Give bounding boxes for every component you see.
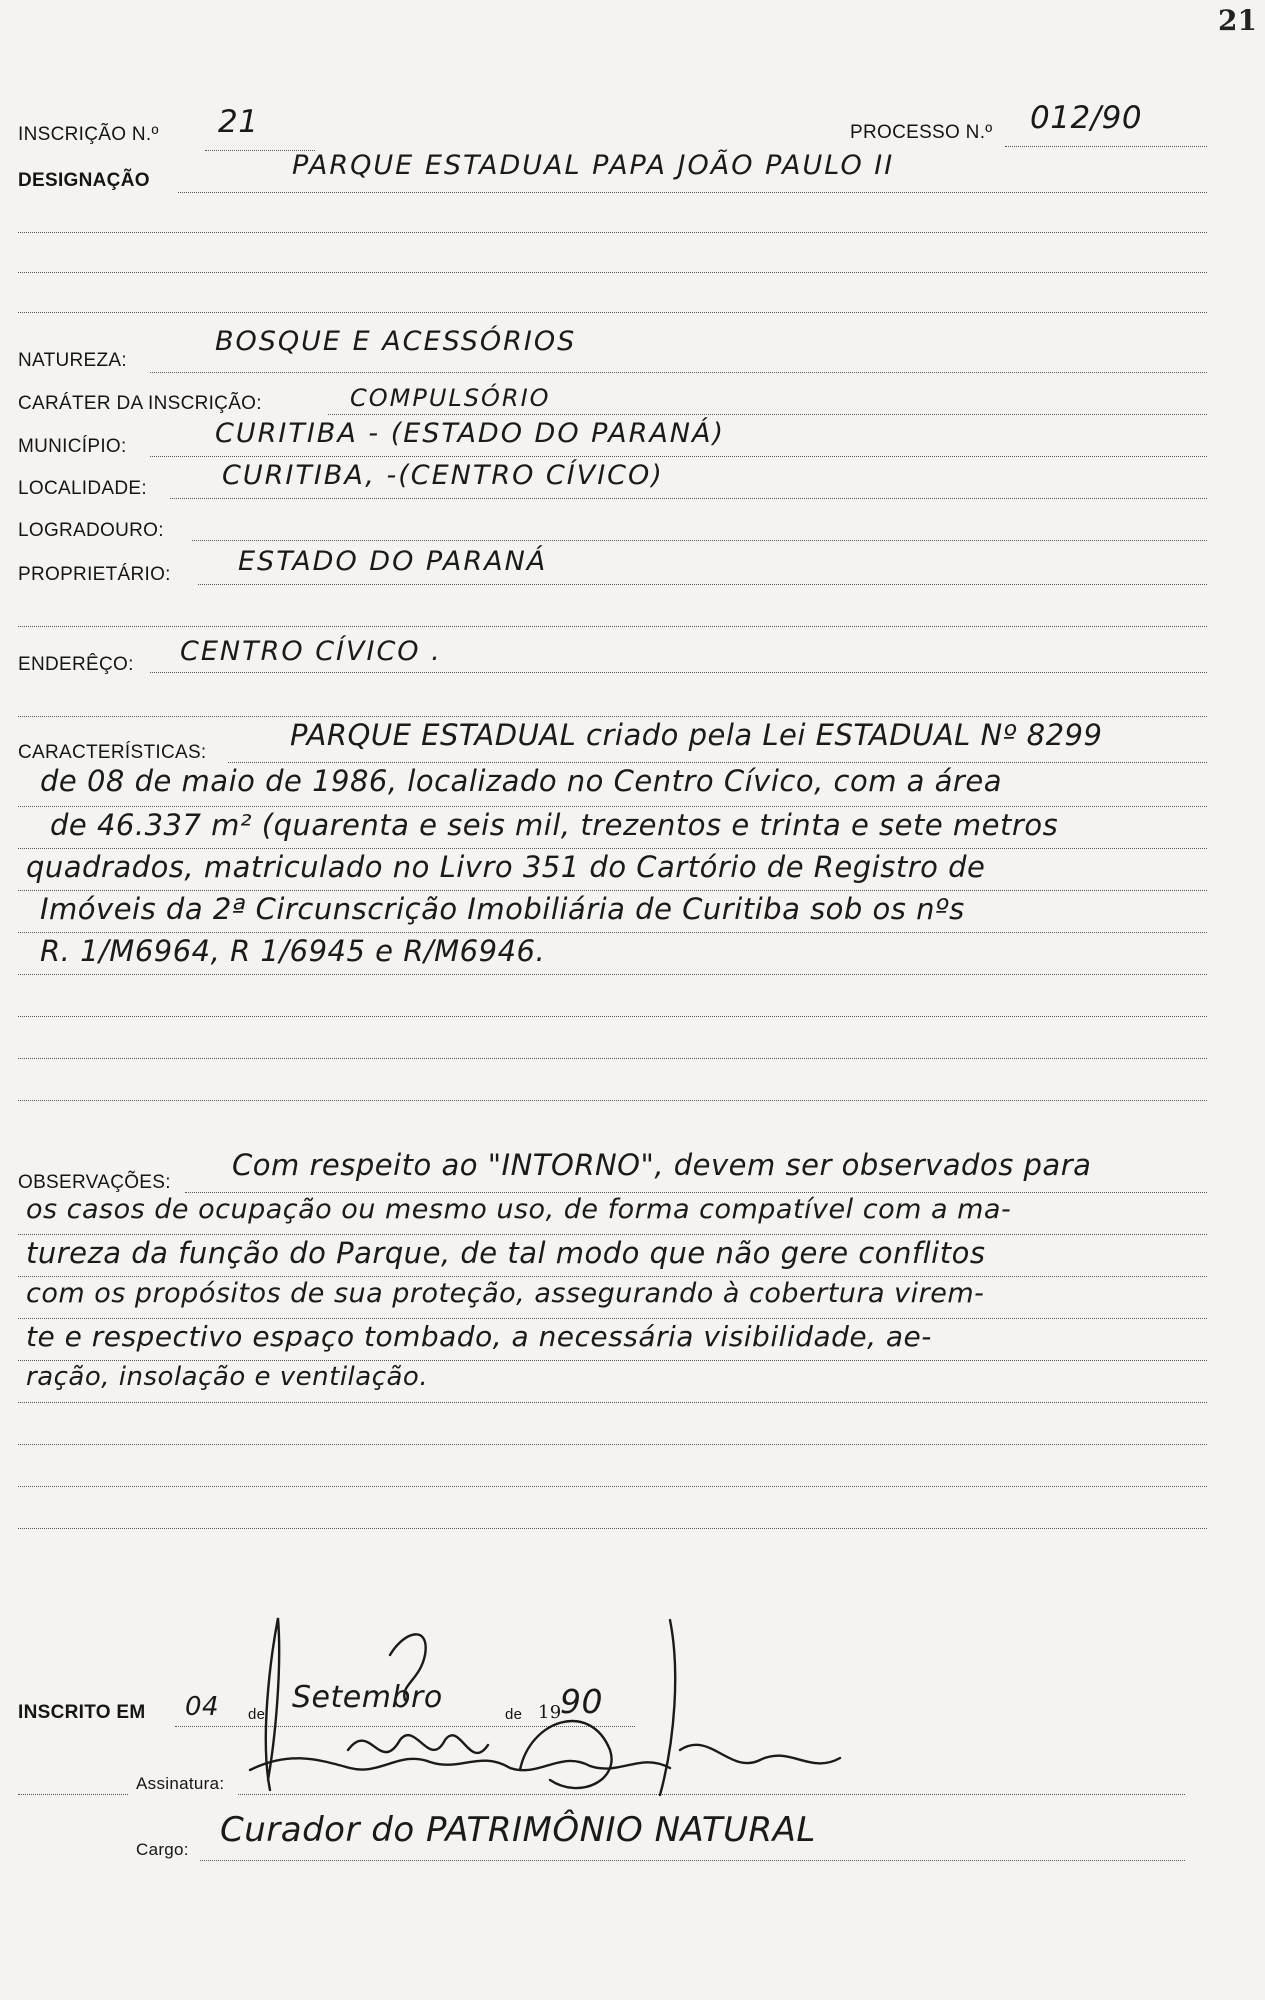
endereco-line [150, 672, 1207, 673]
cargo-line [200, 1860, 1185, 1861]
observacoes-line-5: te e respectivo espaço tombado, a necessária visibilidade, ae- [26, 1320, 932, 1353]
blank-line [18, 272, 1207, 273]
proprietario-line [198, 584, 1207, 585]
blank-line [18, 1528, 1207, 1529]
caracteristicas-line-3: de 46.337 m² (quarenta e seis mil, trezentos e trinta e sete metros [50, 808, 1059, 842]
caracteristicas-line-4: quadrados, matriculado no Livro 351 do Cartório de Registro de [26, 850, 986, 884]
text-line [18, 806, 1207, 807]
inscrito-de-1: de [248, 1706, 266, 1723]
endereco-label: ENDERÊÇO: [18, 654, 134, 675]
natureza-value: BOSQUE E ACESSÓRIOS [215, 326, 577, 357]
inscricao-value: 21 [218, 104, 259, 140]
blank-line [18, 1058, 1207, 1059]
assinatura-label: Assinatura: [136, 1774, 225, 1793]
observacoes-line-1: Com respeito ao "INTORNO", devem ser observados para [232, 1148, 1092, 1182]
localidade-label: LOCALIDADE: [18, 478, 147, 499]
localidade-line [170, 498, 1207, 499]
endereco-value: CENTRO CÍVICO . [180, 636, 442, 667]
logradouro-label: LOGRADOURO: [18, 520, 164, 541]
caracteristicas-line-6: R. 1/M6964, R 1/6945 e R/M6946. [40, 934, 546, 968]
inscrito-label: INSCRITO EM [18, 1702, 146, 1723]
designacao-label: DESIGNAÇÃO [18, 170, 150, 191]
observacoes-line-6: ração, insolação e ventilação. [26, 1362, 429, 1392]
blank-line [18, 1444, 1207, 1445]
text-line [18, 1318, 1207, 1319]
observacoes-line-3: tureza da função do Parque, de tal modo que não gere conflitos [26, 1236, 986, 1270]
text-line [18, 1276, 1207, 1277]
text-line [18, 848, 1207, 849]
processo-value: 012/90 [1030, 100, 1143, 136]
text-line [18, 974, 1207, 975]
text-line [18, 1234, 1207, 1235]
text-line [18, 932, 1207, 933]
caracteristicas-label: CARACTERÍSTICAS: [18, 742, 207, 763]
blank-line [18, 716, 1207, 717]
carater-label: CARÁTER DA INSCRIÇÃO: [18, 393, 262, 414]
inscrito-ano-prefixo: 19 [538, 1702, 562, 1723]
inscrito-de-2: de [505, 1706, 523, 1723]
cargo-label: Cargo: [136, 1840, 189, 1859]
proprietario-label: PROPRIETÁRIO: [18, 564, 171, 585]
blank-line [18, 312, 1207, 313]
observacoes-label: OBSERVAÇÕES: [18, 1172, 171, 1193]
processo-line [1005, 146, 1207, 147]
observacoes-line-2: os casos de ocupação ou mesmo uso, de forma compatível com a ma- [26, 1194, 1012, 1225]
assinatura-line-left [18, 1794, 128, 1795]
logradouro-line [192, 540, 1207, 541]
carater-line [328, 414, 1207, 415]
proprietario-value: ESTADO DO PARANÁ [238, 546, 548, 577]
designacao-value: PARQUE ESTADUAL PAPA JOÃO PAULO II [292, 150, 895, 181]
natureza-line [150, 372, 1207, 373]
cargo-value: Curador do PATRIMÔNIO NATURAL [220, 1810, 816, 1850]
observacoes-line-4: com os propósitos de sua proteção, assegurando à cobertura virem- [26, 1278, 985, 1309]
caracteristicas-line-5: Imóveis da 2ª Circunscrição Imobiliária de Curitiba sob os nºs [40, 892, 965, 926]
blank-line [18, 626, 1207, 627]
municipio-label: MUNICÍPIO: [18, 436, 127, 457]
text-line [18, 890, 1207, 891]
natureza-label: NATUREZA: [18, 350, 127, 371]
caracteristicas-line-1: PARQUE ESTADUAL criado pela Lei ESTADUAL Nº 8299 [290, 718, 1103, 752]
caracteristicas-line-2: de 08 de maio de 1986, localizado no Centro Cívico, com a área [40, 764, 1002, 798]
inscrito-mes: Setembro [292, 1680, 443, 1715]
blank-line [18, 232, 1207, 233]
processo-label: PROCESSO N.º [850, 122, 993, 143]
blank-line [18, 1016, 1207, 1017]
designacao-line [178, 192, 1207, 193]
blank-line [18, 1486, 1207, 1487]
text-line [18, 1402, 1207, 1403]
municipio-value: CURITIBA - (ESTADO DO PARANÁ) [215, 418, 725, 449]
text-line [18, 1360, 1207, 1361]
carater-value: COMPULSÓRIO [350, 384, 551, 412]
text-line [228, 762, 1207, 763]
text-line [185, 1192, 1207, 1193]
blank-line [18, 1100, 1207, 1101]
page-number: 21 [1218, 4, 1257, 37]
municipio-line [150, 456, 1207, 457]
inscrito-dia: 04 [185, 1692, 220, 1722]
signature-image [230, 1600, 870, 1820]
inscricao-label: INSCRIÇÃO N.º [18, 124, 159, 145]
inscrito-ano: 90 [560, 1682, 603, 1721]
localidade-value: CURITIBA, -(CENTRO CÍVICO) [222, 460, 664, 491]
